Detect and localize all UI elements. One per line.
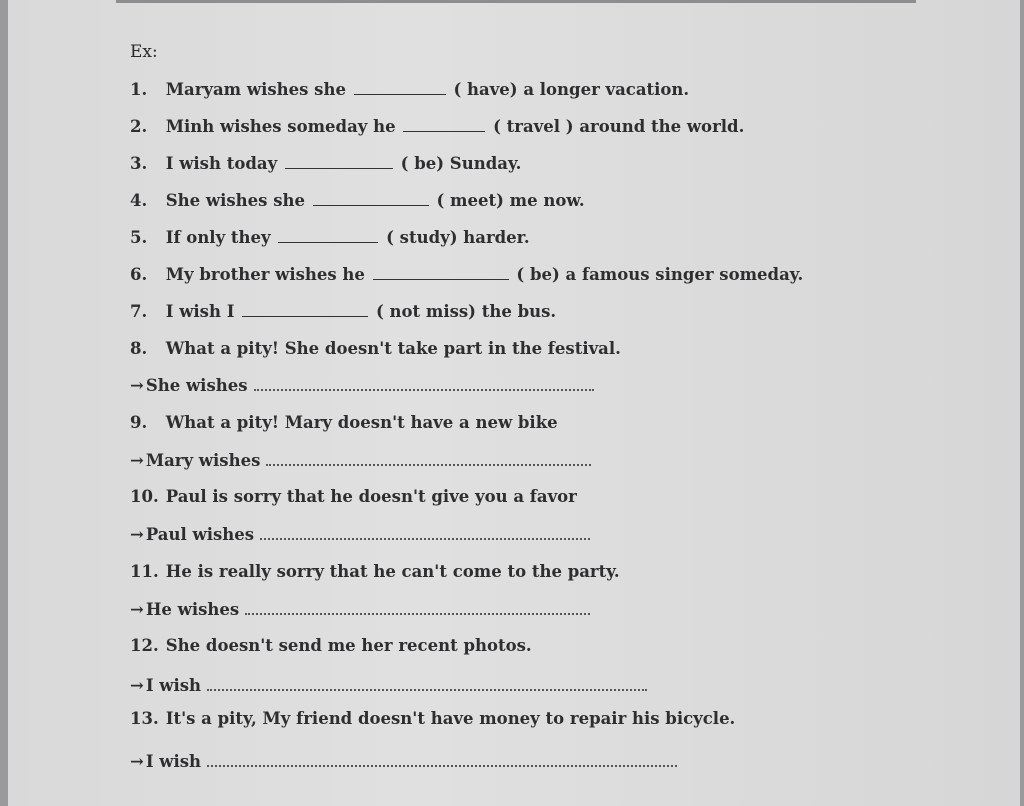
exercise-heading: Ex: [130,42,158,62]
exercise-item-4 [130,191,585,210]
item-text-after: ( study) harder. [386,228,530,247]
item-sentence: He is really sorry that he can't come to the party. [165,562,620,581]
item-text-after: ( not miss) the bus. [375,302,557,321]
top-rule [116,0,916,3]
worksheet-paper [8,0,1020,806]
item-text-after: ( meet) me now. [436,191,585,210]
item-number: 2. [130,117,148,136]
item-number: 1. [130,80,148,99]
answer-blank[interactable] [403,117,485,132]
item-text-before: She wishes she [165,191,305,210]
answer-dotted-line[interactable] [260,535,590,540]
answer-prompt: I wish [145,752,202,771]
exercise-item-12 [130,636,532,655]
answer-dotted-line[interactable] [207,686,647,691]
answer-blank[interactable] [242,302,368,317]
answer-dotted-line[interactable] [266,461,591,466]
answer-prompt: Mary wishes [145,451,261,470]
item-sentence: She doesn't send me her recent photos. [165,636,532,655]
item-text-after: ( travel ) around the world. [493,117,745,136]
arrow-icon: → [130,451,144,470]
answer-dotted-line[interactable] [254,386,594,391]
item-number: 7. [130,302,148,321]
exercise-item-11 [130,562,620,581]
answer-prompt: She wishes [145,376,248,395]
exercise-item-2 [130,117,744,136]
item-sentence: It's a pity, My friend doesn't have money to repair his bicycle. [165,709,736,728]
answer-line-8 [130,376,594,395]
item-number: 6. [130,265,148,284]
item-text-before: My brother wishes he [165,265,365,284]
item-number: 10. [130,487,159,506]
exercise-item-5 [130,228,530,247]
answer-blank[interactable] [313,191,429,206]
item-text-before: Maryam wishes she [165,80,346,99]
answer-dotted-line[interactable] [245,610,590,615]
item-sentence: What a pity! She doesn't take part in the festival. [165,339,621,358]
answer-line-13 [130,752,677,771]
answer-blank[interactable] [373,265,509,280]
exercise-item-10 [130,487,577,506]
answer-dotted-line[interactable] [207,762,677,767]
item-text-after: ( have) a longer vacation. [453,80,690,99]
item-number: 5. [130,228,148,247]
answer-prompt: Paul wishes [145,525,255,544]
arrow-icon: → [130,376,144,395]
exercise-item-7 [130,302,556,321]
answer-blank[interactable] [354,80,446,95]
item-text-after: ( be) Sunday. [400,154,522,173]
exercise-item-13 [130,709,735,728]
answer-prompt: He wishes [145,600,240,619]
item-number: 8. [130,339,148,358]
arrow-icon: → [130,525,144,544]
answer-line-10 [130,525,590,544]
exercise-item-3 [130,154,521,173]
item-number: 13. [130,709,159,728]
arrow-icon: → [130,676,144,695]
answer-prompt: I wish [145,676,202,695]
item-number: 9. [130,413,148,432]
item-number: 4. [130,191,148,210]
item-text-before: If only they [165,228,271,247]
item-text-after: ( be) a famous singer someday. [516,265,804,284]
arrow-icon: → [130,752,144,771]
item-sentence: Paul is sorry that he doesn't give you a favor [165,487,577,506]
item-sentence: What a pity! Mary doesn't have a new bike [165,413,558,432]
item-text-before: I wish today [165,154,278,173]
item-text-before: Minh wishes someday he [165,117,396,136]
answer-line-9 [130,451,591,470]
arrow-icon: → [130,600,144,619]
item-number: 11. [130,562,159,581]
item-number: 12. [130,636,159,655]
exercise-item-8 [130,339,621,358]
answer-blank[interactable] [285,154,393,169]
exercise-item-9 [130,413,558,432]
answer-blank[interactable] [278,228,378,243]
answer-line-12 [130,676,647,695]
item-number: 3. [130,154,148,173]
answer-line-11 [130,600,590,619]
exercise-item-1 [130,80,689,99]
item-text-before: I wish I [165,302,235,321]
exercise-item-6 [130,265,803,284]
